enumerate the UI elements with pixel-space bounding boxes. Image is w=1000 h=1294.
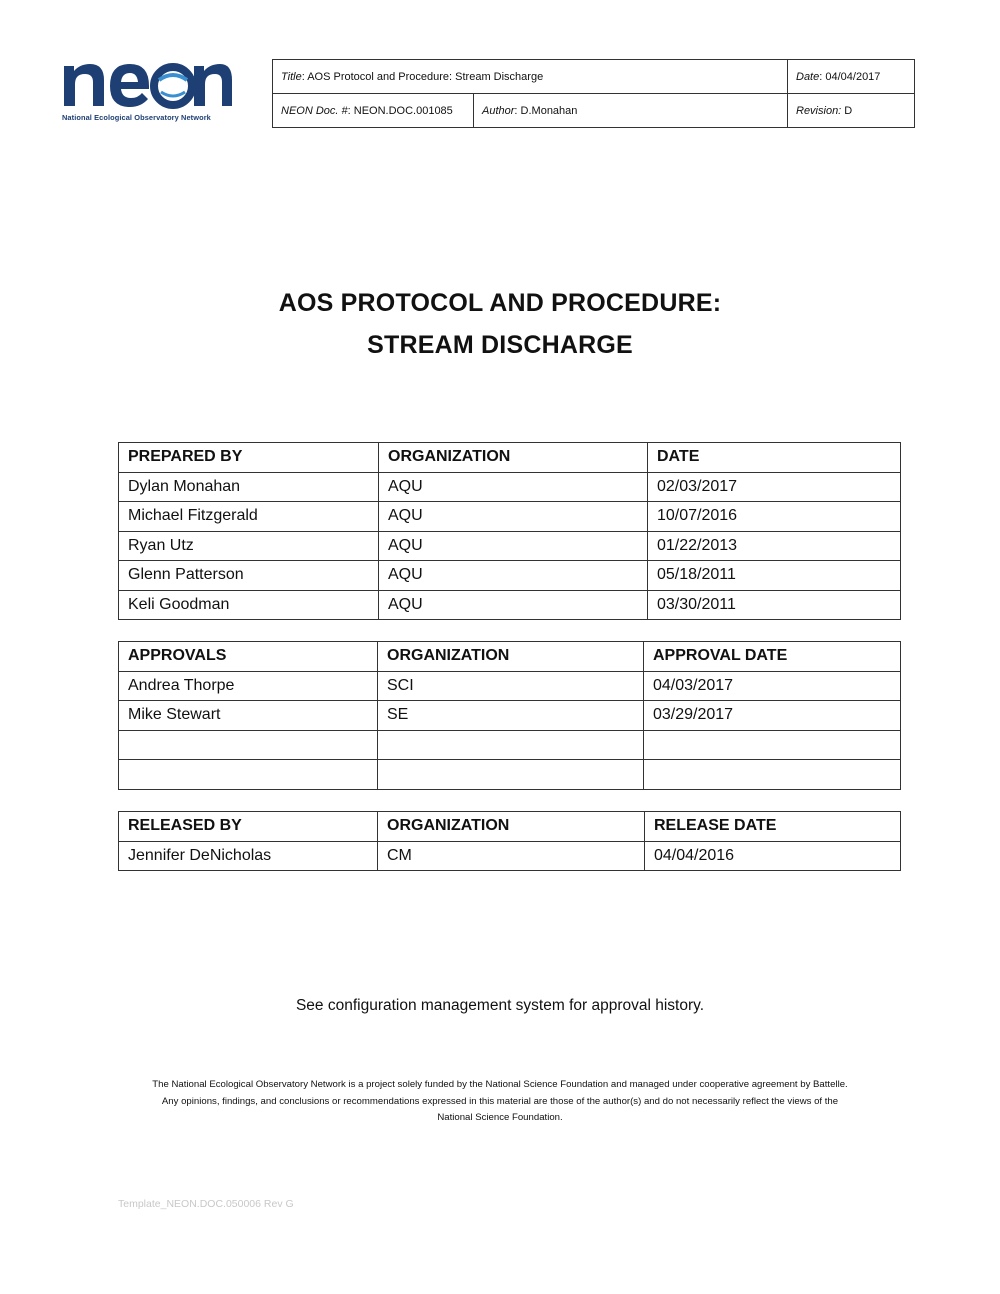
prepared-by-table	[118, 442, 901, 620]
header-author-label: Author	[482, 104, 515, 117]
header-revision-cell	[788, 94, 915, 128]
document-title-line2: STREAM DISCHARGE	[367, 331, 633, 359]
preparer-organization: AQU	[379, 561, 648, 591]
header-doc-value: : NEON.DOC.001085	[347, 104, 453, 117]
approver-organization: SCI	[378, 671, 644, 701]
column-header: ORGANIZATION	[379, 443, 648, 473]
released-by-table	[118, 811, 901, 871]
column-header: DATE	[648, 443, 901, 473]
approver-name	[119, 760, 378, 790]
release-date: 04/04/2016	[645, 841, 901, 871]
column-header: ORGANIZATION	[378, 642, 644, 672]
document-header-table	[272, 59, 915, 128]
header-doc-cell	[273, 94, 474, 128]
table-row	[119, 730, 901, 760]
header-revision-value: D	[841, 104, 853, 117]
approval-date: 03/29/2017	[644, 701, 901, 731]
preparer-date: 02/03/2017	[648, 472, 901, 502]
table-row	[119, 590, 901, 620]
table-row	[119, 531, 901, 561]
funding-disclaimer	[100, 1077, 900, 1127]
approver-organization	[378, 730, 644, 760]
column-header: RELEASE DATE	[645, 812, 901, 842]
disclaimer-line: National Science Foundation.	[437, 1112, 563, 1123]
table-row	[119, 760, 901, 790]
approval-history-note: See configuration management system for approval history.	[295, 997, 705, 1014]
approval-date	[644, 760, 901, 790]
preparer-date: 01/22/2013	[648, 531, 901, 561]
column-header: RELEASED BY	[119, 812, 378, 842]
header-title-label: Title	[281, 70, 302, 83]
header-title-cell	[273, 60, 788, 94]
preparer-date: 03/30/2011	[648, 590, 901, 620]
document-title-line1: AOS PROTOCOL AND PROCEDURE:	[278, 289, 722, 317]
preparer-name: Dylan Monahan	[119, 472, 379, 502]
column-header: ORGANIZATION	[378, 812, 645, 842]
column-header: APPROVAL DATE	[644, 642, 901, 672]
approver-name: Mike Stewart	[119, 701, 378, 731]
neon-wordmark-icon	[60, 56, 235, 110]
table-header-row	[119, 642, 901, 672]
table-row	[119, 502, 901, 532]
header-doc-label: NEON Doc. #	[281, 104, 348, 117]
header-title-value: : AOS Protocol and Procedure: Stream Discharge	[301, 70, 544, 83]
header-date-value: : 04/04/2017	[819, 70, 881, 83]
preparer-organization: AQU	[379, 531, 648, 561]
preparer-name: Ryan Utz	[119, 531, 379, 561]
table-header-row	[119, 812, 901, 842]
table-header-row	[119, 443, 901, 473]
disclaimer-line: Any opinions, findings, and conclusions or recommendations expressed in this material are those of the author(s) and do not necessarily reflect the views of the	[161, 1095, 839, 1107]
neon-logo	[60, 56, 235, 128]
table-row	[119, 561, 901, 591]
header-author-value: : D.Monahan	[514, 104, 578, 117]
header-date-cell	[788, 60, 915, 94]
approver-name	[119, 730, 378, 760]
releaser-name: Jennifer DeNicholas	[119, 841, 378, 871]
approval-date: 04/03/2017	[644, 671, 901, 701]
approver-organization: SE	[378, 701, 644, 731]
preparer-date: 10/07/2016	[648, 502, 901, 532]
header-date-label: Date	[796, 70, 820, 83]
template-id: Template_NEON.DOC.050006 Rev G	[118, 1198, 294, 1210]
approver-name: Andrea Thorpe	[119, 671, 378, 701]
table-row	[119, 701, 901, 731]
releaser-organization: CM	[378, 841, 645, 871]
approvals-table	[118, 641, 901, 790]
preparer-name: Glenn Patterson	[119, 561, 379, 591]
preparer-organization: AQU	[379, 502, 648, 532]
column-header: PREPARED BY	[119, 443, 379, 473]
preparer-organization: AQU	[379, 472, 648, 502]
preparer-organization: AQU	[379, 590, 648, 620]
header-author-cell	[474, 94, 788, 128]
header-revision-label: Revision:	[796, 104, 842, 117]
table-row	[119, 472, 901, 502]
disclaimer-line: The National Ecological Observatory Network is a project solely funded by the National Science Foundation and managed under cooperative agreement by Battelle.	[152, 1079, 848, 1090]
preparer-name: Keli Goodman	[119, 590, 379, 620]
approver-organization	[378, 760, 644, 790]
column-header: APPROVALS	[119, 642, 378, 672]
preparer-date: 05/18/2011	[648, 561, 901, 591]
table-row	[119, 671, 901, 701]
logo-tagline: National Ecological Observatory Network	[62, 113, 211, 122]
approval-date	[644, 730, 901, 760]
table-row	[119, 841, 901, 871]
preparer-name: Michael Fitzgerald	[119, 502, 379, 532]
